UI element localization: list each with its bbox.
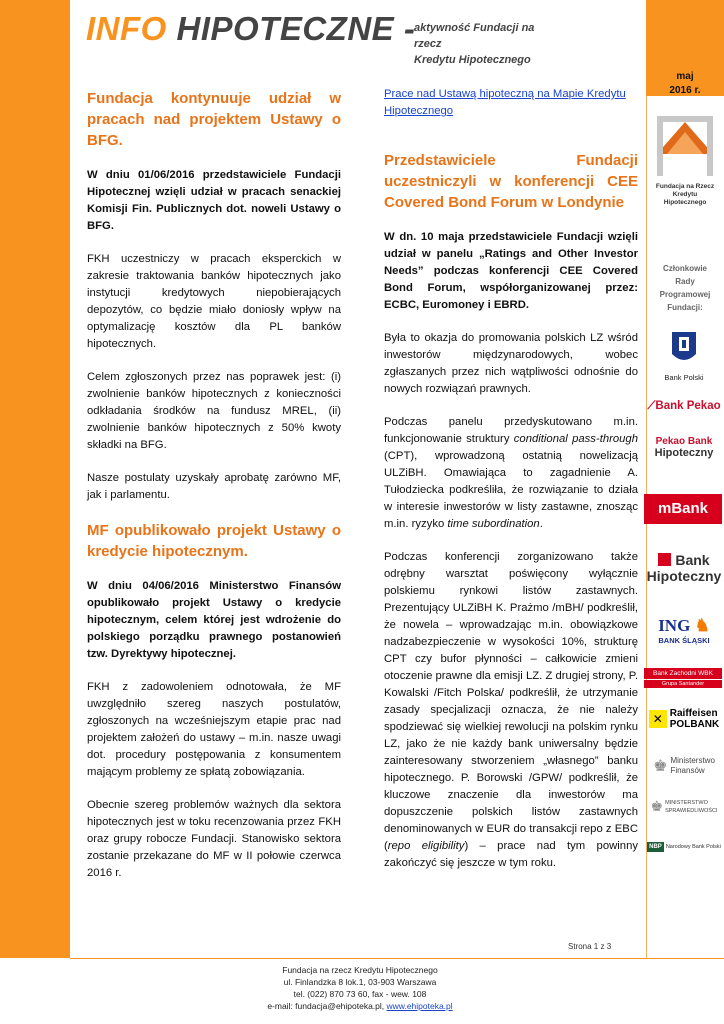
- article-heading: Fundacja kontynuuje udział w pracach nad projektem Ustawy o BFG.: [87, 90, 341, 149]
- lion-icon: ♞: [694, 616, 710, 635]
- logo-text: Kredytu Hipotecznego: [663, 191, 707, 206]
- text-run: ) – prace nad tym powinny zakończyć się jeszcze w tym roku.: [384, 840, 638, 869]
- text-run-italic: conditional pass-through: [513, 433, 639, 445]
- pekao-logo: [646, 400, 722, 413]
- article-paragraph: FKH uczestniczy w pracach eksperckich w zakresie traktowania banków hipotecznych jako instytucji kredytowych niepobierających depozytów, co będzie miało doniosły wpływ na optymalizację kosztów dla PL banków hipotecznych.: [87, 253, 341, 350]
- bank-name: Hipoteczny: [646, 568, 722, 584]
- article-paragraph: Celem zgłoszonych przez nas poprawek jest: (i) zwolnienie banków hipotecznych z konieczności odkładania środków na fundusz MREL, (ii) zwolnienie banków hipotecznych z 50% kwoty składki na BFG.: [87, 371, 341, 451]
- eagle-icon: ♚: [650, 798, 664, 814]
- foundation-logo: [651, 114, 719, 206]
- page-number: Strona 1 z 3: [568, 942, 612, 951]
- text-run: Podczas panelu przedyskutowano m.in. funkcjonowanie struktury: [384, 416, 638, 445]
- article-heading: MF opublikowało projekt Ustawy o kredycie hipotecznym.: [87, 522, 341, 560]
- bank-name: Bank: [675, 552, 710, 568]
- raiffeisen-gable-icon: ✕: [649, 710, 667, 728]
- article-paragraph: [384, 549, 638, 872]
- ing-logo: [646, 616, 722, 645]
- bank-name: POLBANK: [669, 719, 720, 730]
- members-label-line: Programowej: [659, 290, 711, 299]
- text-run-italic: repo eligibility: [387, 840, 465, 852]
- article-paragraph: FKH z zadowoleniem odnotowała, że MF uwzględniło szereg naszych postulatów, zgłoszonych na wcześniejszym etapie prac nad projektem założeń do ustawy – m.in. nasze uwagi dot. procedury postępowania z konsumentem mającym problemy ze spłatą zobowiązania.: [87, 681, 341, 778]
- column-right: [384, 86, 638, 888]
- issue-date: [650, 70, 720, 98]
- bank-name: Pekao Bank: [655, 436, 713, 447]
- members-label-line: Fundacji:: [667, 303, 703, 312]
- date-year: 2016 r.: [669, 85, 701, 96]
- article-paragraph: Nasze postulaty uzyskały aprobatę zarówno MF, jak i parlamentu.: [87, 472, 341, 501]
- mbank-hipoteczny-logo: [646, 552, 722, 584]
- pko-emblem-icon: [670, 330, 698, 366]
- bank-name: Narodowy Bank Polski: [665, 844, 721, 850]
- article-lead: W dniu 01/06/2016 przedstawiciele Fundacji Hipotecznej wzięli udział w pracach senackiej Komisji Fin. Publicznych dot. noweli Ustawy o BFG.: [87, 169, 341, 232]
- bank-name: Bank Zachodni WBK: [644, 668, 722, 679]
- bank-name: MINISTERSTWO: [665, 799, 708, 806]
- raiffeisen-logo: [644, 708, 724, 730]
- members-label-line: Rady: [675, 277, 695, 286]
- bank-name: Finansów: [670, 766, 705, 775]
- title-hipoteczne: HIPOTECZNE -: [166, 10, 416, 47]
- bank-name: Grupa Santander: [644, 680, 722, 688]
- footer-line: Fundacja na rzecz Kredytu Hipotecznego: [282, 965, 438, 975]
- text-run-italic: time subordination: [447, 518, 540, 530]
- ministerstwo-finansow-logo: [646, 756, 722, 776]
- bank-name: Bank Polski: [664, 373, 704, 382]
- article-lead: W dn. 10 maja przedstawiciele Fundacji wzięli udział w panelu „Ratings and Other Investor Needs” podczas konferencji CEE Covered Bond Forum, współorganizowanej przez: ECBC, Euromoney i EBRD.: [384, 231, 638, 311]
- article-paragraph: Była to okazja do promowania polskich LZ wśród inwestorów międzynarodowych, wobec zgłaszanych przez nich wątpliwości odnośnie do nowych rozwiązań prawnych.: [384, 332, 638, 395]
- nbp-logo: [646, 842, 722, 852]
- bank-name: ING: [658, 616, 691, 635]
- footer-divider: [70, 958, 724, 959]
- bank-name: Raiffeisen: [669, 708, 718, 719]
- bank-name: BANK ŚLĄSKI: [658, 636, 710, 645]
- title-info: INFO: [86, 10, 167, 47]
- website-link[interactable]: www.ehipoteka.pl: [386, 1001, 453, 1011]
- mapa-kredytu-link[interactable]: Prace nad Ustawą hipoteczną na Mapie Kredytu Hipotecznego: [384, 88, 626, 117]
- nbp-badge-icon: NBP: [649, 844, 662, 850]
- footer: [230, 964, 490, 1012]
- bank-name: Hipoteczny: [654, 447, 714, 459]
- article-lead: W dniu 04/06/2016 Ministerstwo Finansów opublikowało projekt Ustawy o kredycie hipotecznym, celem której jest wdrożenie do polskiego porządku prawnego postanowień tzw. Dyrektywy hipotecznej.: [87, 580, 341, 660]
- footer-email: e-mail: fundacja@ehipoteka.pl,: [267, 1001, 387, 1011]
- left-orange-bar: [0, 0, 70, 958]
- eagle-icon: ♚: [653, 758, 668, 775]
- article-paragraph: [384, 414, 638, 533]
- sidebar: [646, 96, 724, 958]
- text-run: (CPT), wprowadzoną ostatnią nowelizacją ULZiBH. Omawiająca to zagadnienie A. Tułodziecka podkreśliła, że rozwiązanie to działa w interesie inwestorów w listy zastawne, znosząc m.in. ryzyko: [384, 450, 638, 530]
- foundation-logo-icon: [651, 114, 719, 178]
- members-label-line: Członkowie: [662, 264, 707, 273]
- mbank-logo: mBank: [644, 494, 722, 524]
- pko-logo: [646, 330, 722, 382]
- bzwbk-logo: [644, 668, 722, 688]
- subtitle-line: aktywność Fundacji na rzecz: [414, 22, 535, 50]
- members-label: [648, 262, 722, 314]
- newsletter-title: [86, 10, 415, 48]
- ministerstwo-sprawiedliwosci-logo: [646, 798, 722, 815]
- footer-line: [230, 1000, 490, 1012]
- bank-name: SPRAWIEDLIWOŚCI: [665, 807, 718, 814]
- text-run: .: [539, 518, 543, 530]
- column-left: [87, 88, 341, 898]
- bank-name: Bank Pekao: [655, 400, 721, 412]
- footer-line: tel. (022) 870 73 60, fax - wew. 108: [293, 989, 427, 999]
- pekao-hipoteczny-logo: [646, 436, 722, 459]
- footer-line: ul. Finlandzka 8 lok.1, 03-903 Warszawa: [283, 977, 437, 987]
- article-paragraph: Obecnie szereg problemów ważnych dla sektora hipotecznych jest w toku recenzowania przez FKH oraz grupy robocze Fundacji. Stanowisko sektora zostanie przekazane do MF w II połowie czerwca 2016 r.: [87, 799, 341, 879]
- date-month: maj: [676, 71, 694, 82]
- mbank-square-icon: [658, 553, 671, 566]
- newsletter-subtitle: [414, 20, 564, 68]
- pekao-icon: ⟋: [647, 400, 656, 412]
- bank-name: Ministerstwo: [670, 756, 715, 765]
- subtitle-line: Kredytu Hipotecznego: [414, 54, 531, 66]
- logo-text: Fundacja na Rzecz: [655, 183, 715, 190]
- article-heading: Przedstawiciele Fundacji uczestniczyli w konferencji CEE Covered Bond Forum w Londynie: [384, 152, 638, 211]
- text-run: Podczas konferencji zorganizowano także odrębny warsztat poświęcony wyłącznie polskiemu rynkowi listów zastawnych. Prezentujący ULZiBH K. Prażmo /mBH/ podkreślił, że nowela – wprowadzając m.in. obowiązkowe nadzabezpieczenie w wysokości 10%, strukturę CPT czy bufor płynności – całkowicie zmieni otoczenie prawne dla emisji LZ. Z drugiej strony, P. Kowalski /Fitch Polska/ podkreślił, że utrzymanie zasady specjalizacji oznacza, że nie należy spodziewać się wielkiej rewolucji na polskim rynku LZ, jako że nie każdy bank uniwersalny będzie zainteresowany stworzeniem „własnego” banku hipotecznego. P. Borowski /GPW/ podkreślił, że kluczowe znaczenie dla inwestorów ma dopuszczenie polskich listów zastawnych denominowanych w EUR do transakcji repo z EBC (: [384, 551, 638, 852]
